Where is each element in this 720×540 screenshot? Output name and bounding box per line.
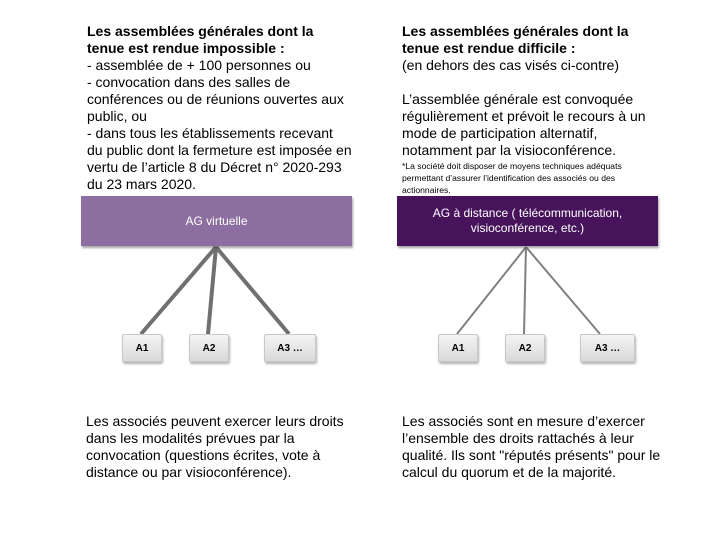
right-node-a2: A2: [505, 334, 545, 362]
right-link-a2: [524, 247, 526, 334]
left-node-a1: A1: [122, 334, 162, 362]
right-connectors: [457, 247, 600, 334]
ag-virtuelle-box: [81, 196, 352, 246]
left-connectors: [141, 247, 289, 334]
left-node-a2: A2: [189, 334, 229, 362]
right-body: L’assemblée générale est convoquée régulièrement et prévoit le recours à un mode de participation alternatif, notamment par la visioconférence.: [402, 91, 646, 158]
left-conditions: - assemblée de + 100 personnes ou - convocation dans des salles de conférences ou de réunions ouvertes aux public, ou - dans tous les établissements recevant du public dont la fermeture est imposée en vertu de l’article 8 du Décret n° 2020-293 du 23 mars 2020.: [87, 57, 352, 192]
right-link-a1: [457, 247, 526, 334]
left-heading: Les assemblées générales dont la tenue est rendue impossible :: [87, 23, 314, 56]
right-node-a1: A1: [438, 334, 478, 362]
right-subheading: (en dehors des cas visés ci-contre): [402, 57, 620, 73]
right-node-a3: A3 …: [580, 334, 635, 362]
right-footnote: *La société doit disposer de moyens techniques adéquats permettant d’assurer l’identification des associés ou des actionnaires.: [402, 161, 622, 195]
left-link-a3: [216, 247, 289, 334]
right-link-a3: [526, 247, 600, 334]
left-conclusion: Les associés peuvent exercer leurs droits dans les modalités prévues par la convocation (questions écrites, vote à distance ou par visioconférence).: [86, 413, 344, 480]
left-node-a3: A3 …: [264, 334, 316, 362]
ag-a-distance-label: AG à distance ( télécommunication, visioconférence, etc.): [432, 206, 623, 235]
left-link-a2: [208, 247, 216, 334]
right-conclusion: Les associés sont en mesure d’exercer l’ensemble des droits rattachés à leur qualité. Ils sont "réputés présents" pour le calcul du quorum et de la majorité.: [402, 413, 661, 480]
ag-virtuelle-label: AG virtuelle: [185, 213, 248, 228]
left-link-a1: [141, 247, 216, 334]
right-heading: Les assemblées générales dont la tenue est rendue difficile :: [402, 23, 629, 56]
ag-a-distance-box: [397, 196, 658, 246]
